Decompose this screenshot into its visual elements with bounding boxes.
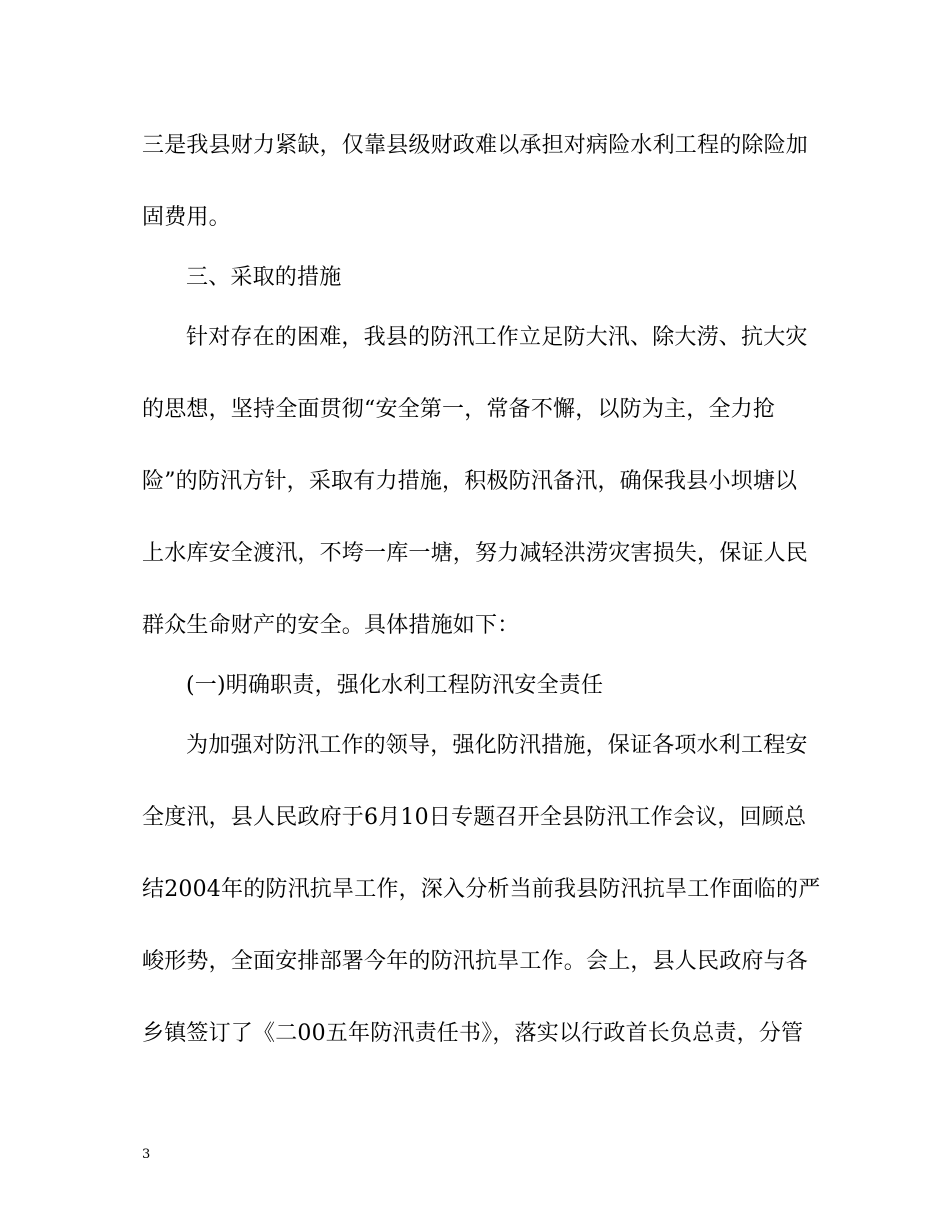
paragraph-line-12: 乡镇签订了《二00五年防汛责任书》，落实以行政首长负总责，分管 [142, 1021, 804, 1046]
paragraph-line-3: 针对存在的困难，我县的防汛工作立足防大汛、除大涝、抗大灾 [186, 325, 808, 350]
page-number: 3 [142, 1147, 151, 1162]
paragraph-line-1: 三是我县财力紧缺，仅靠县级财政难以承担对病险水利工程的除险加 [142, 133, 809, 158]
paragraph-line-9: 全度汛，县人民政府于6月10日专题召开全县防汛工作会议，回顾总 [142, 805, 807, 830]
paragraph-line-7: 群众生命财产的安全。具体措施如下： [142, 613, 520, 638]
paragraph-line-2: 固费用。 [142, 205, 231, 230]
paragraph-line-10: 结2004年的防汛抗旱工作，深入分析当前我县防汛抗旱工作面临的严 [142, 877, 821, 902]
paragraph-line-11: 峻形势，全面安排部署今年的防汛抗旱工作。会上，县人民政府与各 [142, 949, 809, 974]
subsection-heading: (一)明确职责，强化水利工程防汛安全责任 [186, 673, 604, 698]
paragraph-line-4: 的思想，坚持全面贯彻“安全第一，常备不懈，以防为主，全力抢 [142, 397, 776, 422]
paragraph-line-6: 上水库安全渡汛，不垮一库一塘，努力减轻洪涝灾害损失，保证人民 [142, 541, 809, 566]
section-heading: 三、采取的措施 [186, 265, 342, 290]
paragraph-line-5: 险”的防汛方针，采取有力措施，积极防汛备汛，确保我县小坝塘以 [142, 469, 798, 494]
paragraph-line-8: 为加强对防汛工作的领导，强化防汛措施，保证各项水利工程安 [186, 733, 808, 758]
